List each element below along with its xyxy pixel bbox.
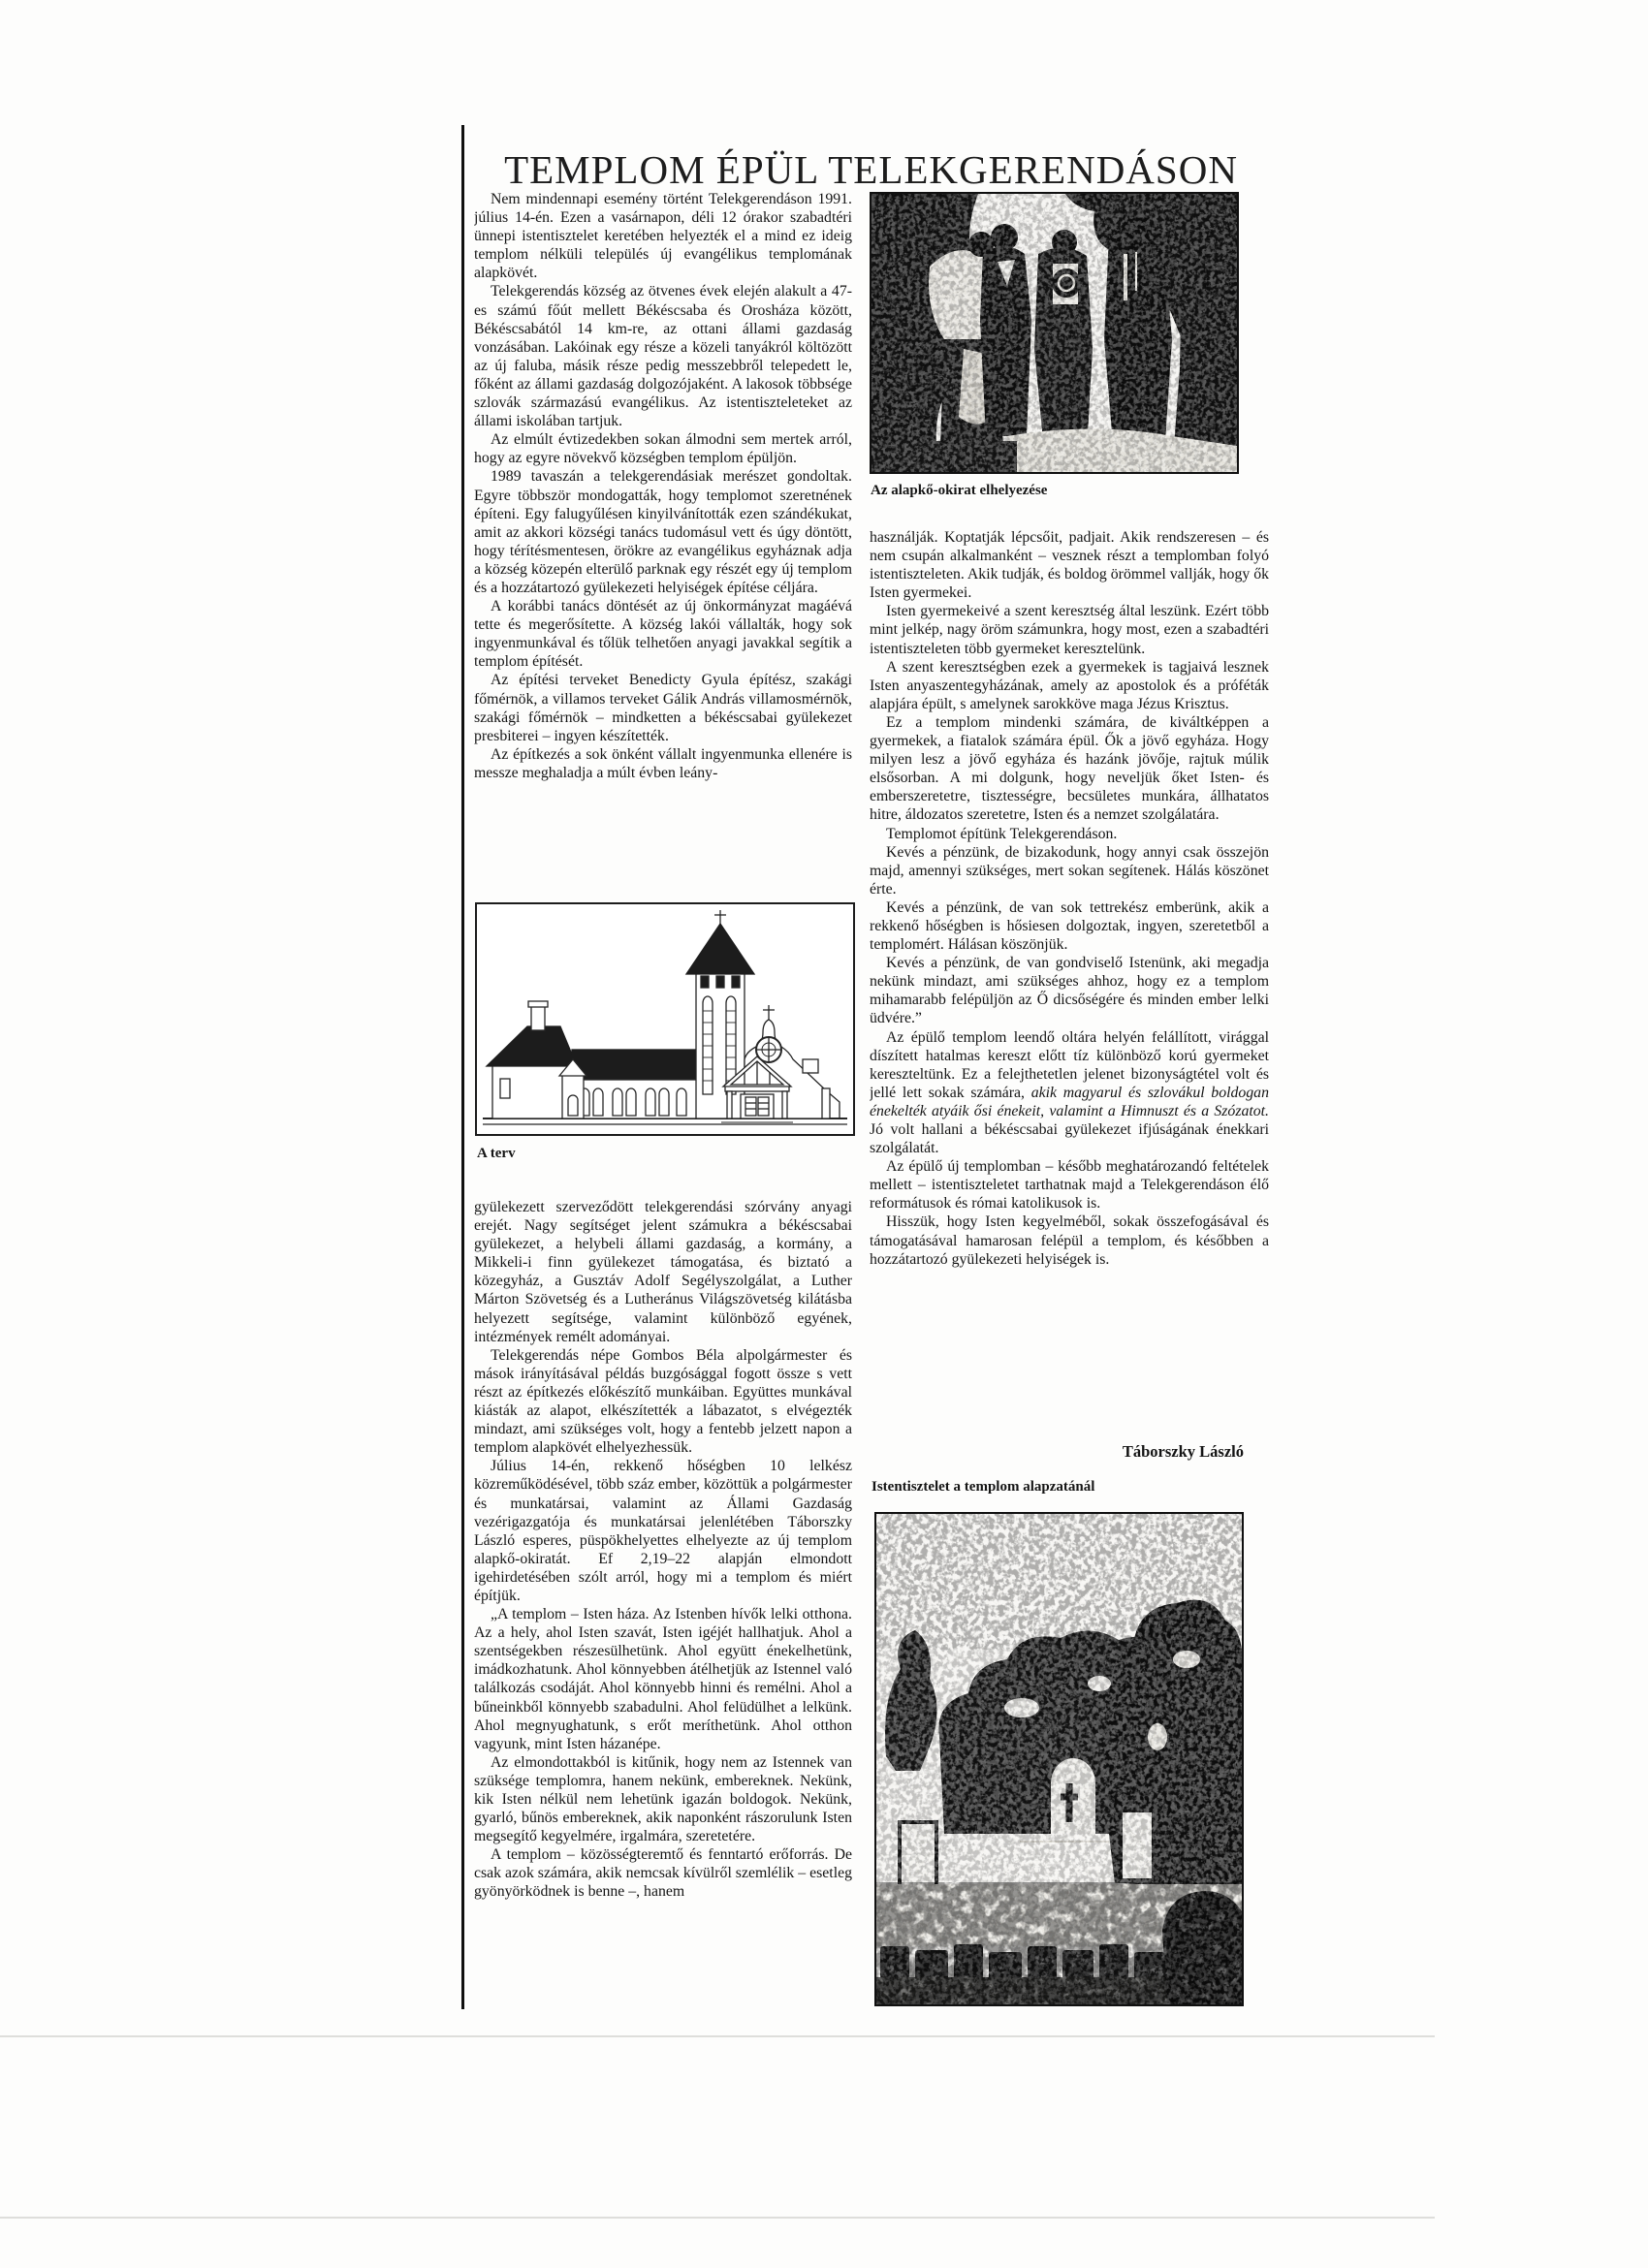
- body-paragraph: Nem mindennapi esemény történt Telekgerendáson 1991. július 14-én. Ezen a vasárnapon, déli 12 órakor szabadtéri ünnepi istentisztelet keretében helyezték el a mind ez ideig templom nélküli település új evangélikus templomának alapkövét.: [474, 191, 852, 282]
- body-paragraph: „A templom – Isten háza. Az Istenben hívők lelki otthona. Az a hely, ahol Isten szavát, Isten igéjét hallhatjuk. Ahol a szentségekben részesülhetünk. Ahol együtt énekelhetünk, imádkozhatunk. Ahol könnyebben átélhetjük az Istennel való találkozás csodáját. Ahol könnyebb hinni és remélni. Ahol a bűneinkből könnyebb szabadulni. Ahol felüdülhet a lelkünk. Ahol megnyughatunk, s erőt meríthetünk. Ahol otthon vagyunk, mint Isten házanépe.: [474, 1606, 852, 1752]
- body-paragraph: Telekgerendás népe Gombos Béla alpolgármester és mások irányításával példás buzgósággal fogott össze s vett részt az építkezés előkészítő munkáiban. Együttes munkával kiásták az alapot, elkészítették a lábazatot, s elvégezték mindazt, ami szükséges volt, hogy a fentebb jelzett napon a templom alapkövét elhelyezhessük.: [474, 1346, 852, 1457]
- body-paragraph: Isten gyermekeivé a szent keresztség által leszünk. Ezért több mint jelkép, nagy öröm számunkra, hogy most, ezen a szabadtéri istentiszteleten több gyermeket keresztelünk.: [870, 603, 1269, 657]
- body-paragraph: Kevés a pénzünk, de bizakodunk, hogy annyi csak összejön majd, amennyi szükséges, mert sokan segítenek. Hálás köszönet érte.: [870, 843, 1269, 898]
- body-paragraph: Templomot építünk Telekgerendáson.: [886, 825, 1118, 842]
- body-paragraph: Az épülő új templomban – később meghatározandó feltételek mellett – istentiszteletet tarthatnak majd a Telekgerendáson élő reformátusok és római katolikusok is.: [870, 1158, 1269, 1213]
- left-column-top: [474, 190, 852, 782]
- service-at-foundation-photo: [874, 1512, 1244, 2006]
- body-paragraph: Az épülő templom leendő oltára helyén felállított, virággal díszített hatalmas kereszt előtt tíz különböző korú gyermeket kereszteltünk. Ez a felejthetetlen jelenet bizonyságtétel volt és jellé lett sokak számára, akik magyarul és szlovákul boldogan énekelték atyáik ősi énekeit, valamint a Himnuszt és a Szózatot. Jó volt hallani a békéscsabai gyülekezet ifjúságának énekkari szolgálatát.: [870, 1028, 1269, 1157]
- body-paragraph: gyülekezett szerveződött telekgerendási szórvány anyagi erejét. Nagy segítséget jelent számukra a békéscsabai gyülekezet, a helybeli állami gazdaság, a kormány, a Mikkeli-i finn gyülekezet támogatása, és biztató a közegyház, a Gusztáv Adolf Segélyszolgálat, a Luther Márton Szövetség és a Lutheránus Világszövetség kilátásba helyezett segítsége, valamint különböző egyének, intézmények remélt adományai.: [474, 1199, 852, 1345]
- page-title: TEMPLOM ÉPÜL TELEKGERENDÁSON: [504, 147, 1238, 193]
- body-paragraph: Az építési terveket Benedicty Gyula építész, szakági főmérnök, a villamos terveket Gálik András villamosmérnök, szakági főmérnök – mindketten a békéscsabai gyülekezet presbiterei – ingyen készítették.: [474, 672, 852, 744]
- scan-artifact-rule-lower: [0, 2217, 1435, 2219]
- church-plan-drawing: [477, 904, 853, 1134]
- body-paragraph: Az építkezés a sok önként vállalt ingyenmunka ellenére is messze meghaladja a múlt évben leány-: [474, 745, 852, 781]
- body-paragraph: Telekgerendás község az ötvenes évek elején alakult a 47-es számú főút mellett Békéscsaba és Orosháza között, Békéscsabától 14 km-re, az ottani állami gazdaság vonzásában. Lakóinak egy része a közeli tanyákról költözött az új faluba, másik része pedig messzebbről telepedett le, főként az állami gazdaság dolgozójaként. A lakosok többsége szlovák származású evangélikus. Az istentiszteleteket az állami iskolában tartjuk.: [474, 283, 852, 430]
- body-paragraph: Kevés a pénzünk, de van gondviselő Istenünk, aki megadja nekünk mindazt, ami szükséges ahhoz, hogy ez a templom mihamarabb felépüljön az Ő dicsőségére és minden ember lelki üdvére.”: [870, 955, 1269, 1027]
- author-byline: Táborszky László: [1122, 1442, 1244, 1461]
- bottom-photo-caption: Istentisztelet a templom alapzatánál: [872, 1479, 1095, 1495]
- top-photo-caption: Az alapkő-okirat elhelyezése: [871, 483, 1048, 498]
- body-paragraph: Július 14-én, rekkenő hőségben 10 lelkész közreműködésével, több száz ember, közöttük a polgármester és munkatársai, valamint az Állami Gazdaság vezérigazgatója és munkatársai jelenlétében Táborszky László esperes, püspökhelyettes elhelyezte az új templom alapkő-okiratát. Ef 2,19–22 alapján elmondott igehirdetésében szólt arról, hogy mi a templom és miért építjük.: [474, 1458, 852, 1604]
- body-paragraph: Az elmúlt évtizedekben sokan álmodni sem mertek arról, hogy az egyre növekvő községben templom épüljön.: [474, 431, 852, 467]
- left-column-rule: [461, 125, 464, 2009]
- body-paragraph: 1989 tavaszán a telekgerendásiak merészet gondoltak. Egyre többször mondogatták, hogy templomot szeretnének építeni. Egy falugyűlésen kinyilvánították ezen szándékukat, amit az akkori községi tanács tudomásul vett és úgy döntött, hogy térítésmentesen, örökre az evangélikus egyháznak adja a község közepén elterülő parknak egy részét egy új templom és a hozzátartozó gyülekezeti helyiségek építése céljára.: [474, 468, 852, 596]
- church-plan-figure: [475, 902, 855, 1136]
- body-paragraph: Hisszük, hogy Isten kegyelméből, sokak összefogásával és támogatásával hamarosan felépül a templom, és későbben a hozzátartozó gyülekezeti helyiségek is.: [870, 1213, 1269, 1268]
- body-paragraph: A templom – közösségteremtő és fenntartó erőforrás. De csak azok számára, akik nemcsak kívülről szemlélik – esetleg gyönyörködnek is benne –, hanem: [474, 1846, 852, 1901]
- body-paragraph: használják. Koptatják lépcsőit, padjait. Akik rendszeresen – és nem csupán alkalmanként – vesznek részt a templomban folyó istentiszteleten. Akik tudják, és boldog örömmel vallják, hogy ők Isten gyermekei.: [870, 529, 1269, 602]
- figure-caption: A terv: [477, 1146, 516, 1161]
- body-paragraph: A szent keresztségben ezek a gyermekek is tagjaivá lesznek Isten anyaszentegyházának, amely az apostolok és a próféták alapjára épült, s amelynek sarokköve maga Jézus Krisztus.: [870, 658, 1269, 712]
- body-paragraph: Ez a templom mindenki számára, de kiváltképpen a gyermekek, a fiatalok számára épül. Ők a jövő egyháza. Hogy milyen lesz a jövő egyháza és hazánk jövője, rajtuk múlik elsősorban. A mi dolgunk, hogy neveljük őket Isten- és emberszeretetre, tisztességre, becsületes munkára, állhatatos hitre, áldozatos szeretetre, Isten és a nemzet szolgálatára.: [870, 713, 1269, 824]
- right-column: [870, 528, 1269, 1269]
- body-paragraph: A korábbi tanács döntését az új önkormányzat magáévá tette és megerősítette. A község lakói vállalták, hogy sok ingyenmunkával és tőlük telhetően anyagi javakkal segítik a templom építését.: [474, 598, 852, 671]
- body-paragraph: Kevés a pénzünk, de van sok tettrekész emberünk, akik a rekkenő hőségben is hősiesen dolgoztak, ingyen, szeretetből a templomért. Hálásan köszönjük.: [870, 898, 1269, 954]
- scan-artifact-rule-upper: [0, 2035, 1435, 2037]
- foundation-ceremony-photo: [870, 192, 1239, 474]
- body-paragraph: Az elmondottakból is kitűnik, hogy nem az Istennek van szüksége templomra, hanem nekünk, embereknek. Nekünk, kik Isten nélkül nem lehetünk igazán boldogok. Nekünk, gyarló, bűnös embereknek, akik naponként rászorulunk Isten megsegítő kegyelmére, irgalmára, szeretetére.: [474, 1753, 852, 1845]
- left-column-bottom: [474, 1198, 852, 1902]
